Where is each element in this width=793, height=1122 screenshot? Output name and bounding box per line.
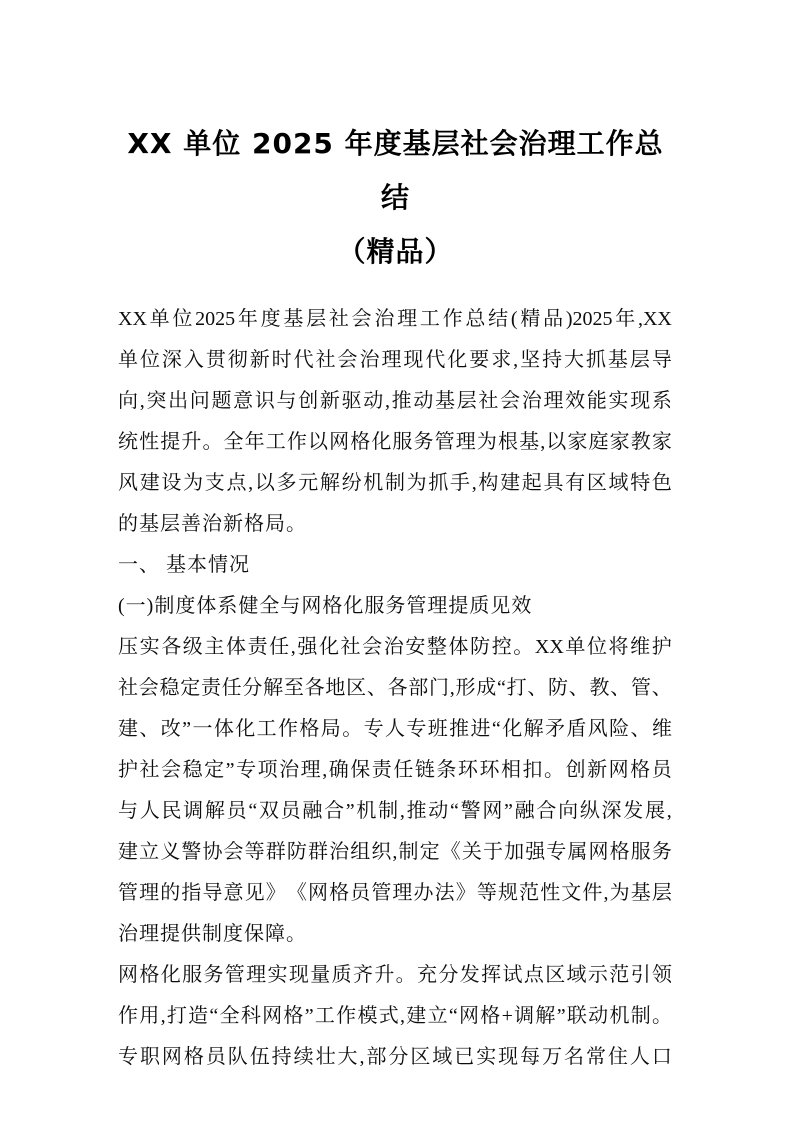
body-line: 专 职 网 格 员 队 伍 持 续 壮 大 , 部 分 区 域 已 实 现 每 万 名 常 住 人 口 <box>118 1046 672 1068</box>
section-heading: 一、 基本情况 <box>118 554 250 576</box>
body-line: 压 实 各 级 主 体 责 任 , 强 化 社 会 治 安 整 体 防 控 。 XX 单 位 将 维 护 <box>118 636 672 658</box>
title-line-2: （精品） <box>337 235 454 268</box>
body-line: 网 格 化 服 务 管 理 实 现 量 质 齐 升 。 充 分 发 挥 试 点 区 域 示 范 引 领 <box>118 964 672 986</box>
title-line-1: XX 单位 2025 年度基层社会治理工作总结 <box>127 127 664 214</box>
body-line: 统 性 提 升 。 全 年 工 作 以 网 格 化 服 务 管 理 为 根 基 , 以 家 庭 家 教 家 <box>118 431 672 453</box>
body-line: 管 理 的 指 导 意 见 》 《 网 格 员 管 理 办 法 》 等 规 范 性 文 件 , 为 基 层 <box>118 882 672 904</box>
body-line: 单 位 深 入 贯 彻 新 时 代 社 会 治 理 现 代 化 要 求 , 坚 持 大 抓 基 层 导 <box>118 349 672 371</box>
body-line: 风 建 设 为 支 点 , 以 多 元 解 纷 机 制 为 抓 手 , 构 建 起 具 有 区 域 特 色 <box>118 472 672 494</box>
body-line: 向 , 突 出 问 题 意 识 与 创 新 驱 动 , 推 动 基 层 社 会 治 理 效 能 实 现 系 <box>118 390 672 412</box>
body-line: 治理提供制度保障。 <box>118 923 307 945</box>
body-line: 与 人 民 调 解 员 “ 双 员 融 合 ” 机 制 , 推 动 “ 警 网 ” 融 合 向 纵 深 发 展 , <box>118 800 672 822</box>
document-title <box>118 117 673 279</box>
body-line: 建 、 改 ” 一 体 化 工 作 格 局 。 专 人 专 班 推 进 “ 化 解 矛 盾 风 险 、 维 <box>118 718 672 740</box>
body-line: 的基层善治新格局。 <box>118 513 307 535</box>
body-line: XX 单 位 2025 年 度 基 层 社 会 治 理 工 作 总 结 ( 精 品 )2025 年 ,XX <box>118 308 672 330</box>
subsection-heading: (一)制度体系健全与网格化服务管理提质见效 <box>118 595 533 617</box>
body-line: 作 用 , 打 造 “ 全 科 网 格 ” 工 作 模 式 , 建 立 “ 网 格 + 调 解 ” 联 动 机 制 。 <box>118 1005 672 1027</box>
document-body <box>118 299 672 1078</box>
body-line: 护 社 会 稳 定 ” 专 项 治 理 , 确 保 责 任 链 条 环 环 相 扣 。 创 新 网 格 员 <box>118 759 672 781</box>
body-line: 建 立 义 警 协 会 等 群 防 群 治 组 织 , 制 定 《 关 于 加 强 专 属 网 格 服 务 <box>118 841 672 863</box>
body-line: 社 会 稳 定 责 任 分 解 至 各 地 区 、 各 部 门 , 形 成 “ 打 、 防 、 教 、 管 、 <box>118 677 672 699</box>
